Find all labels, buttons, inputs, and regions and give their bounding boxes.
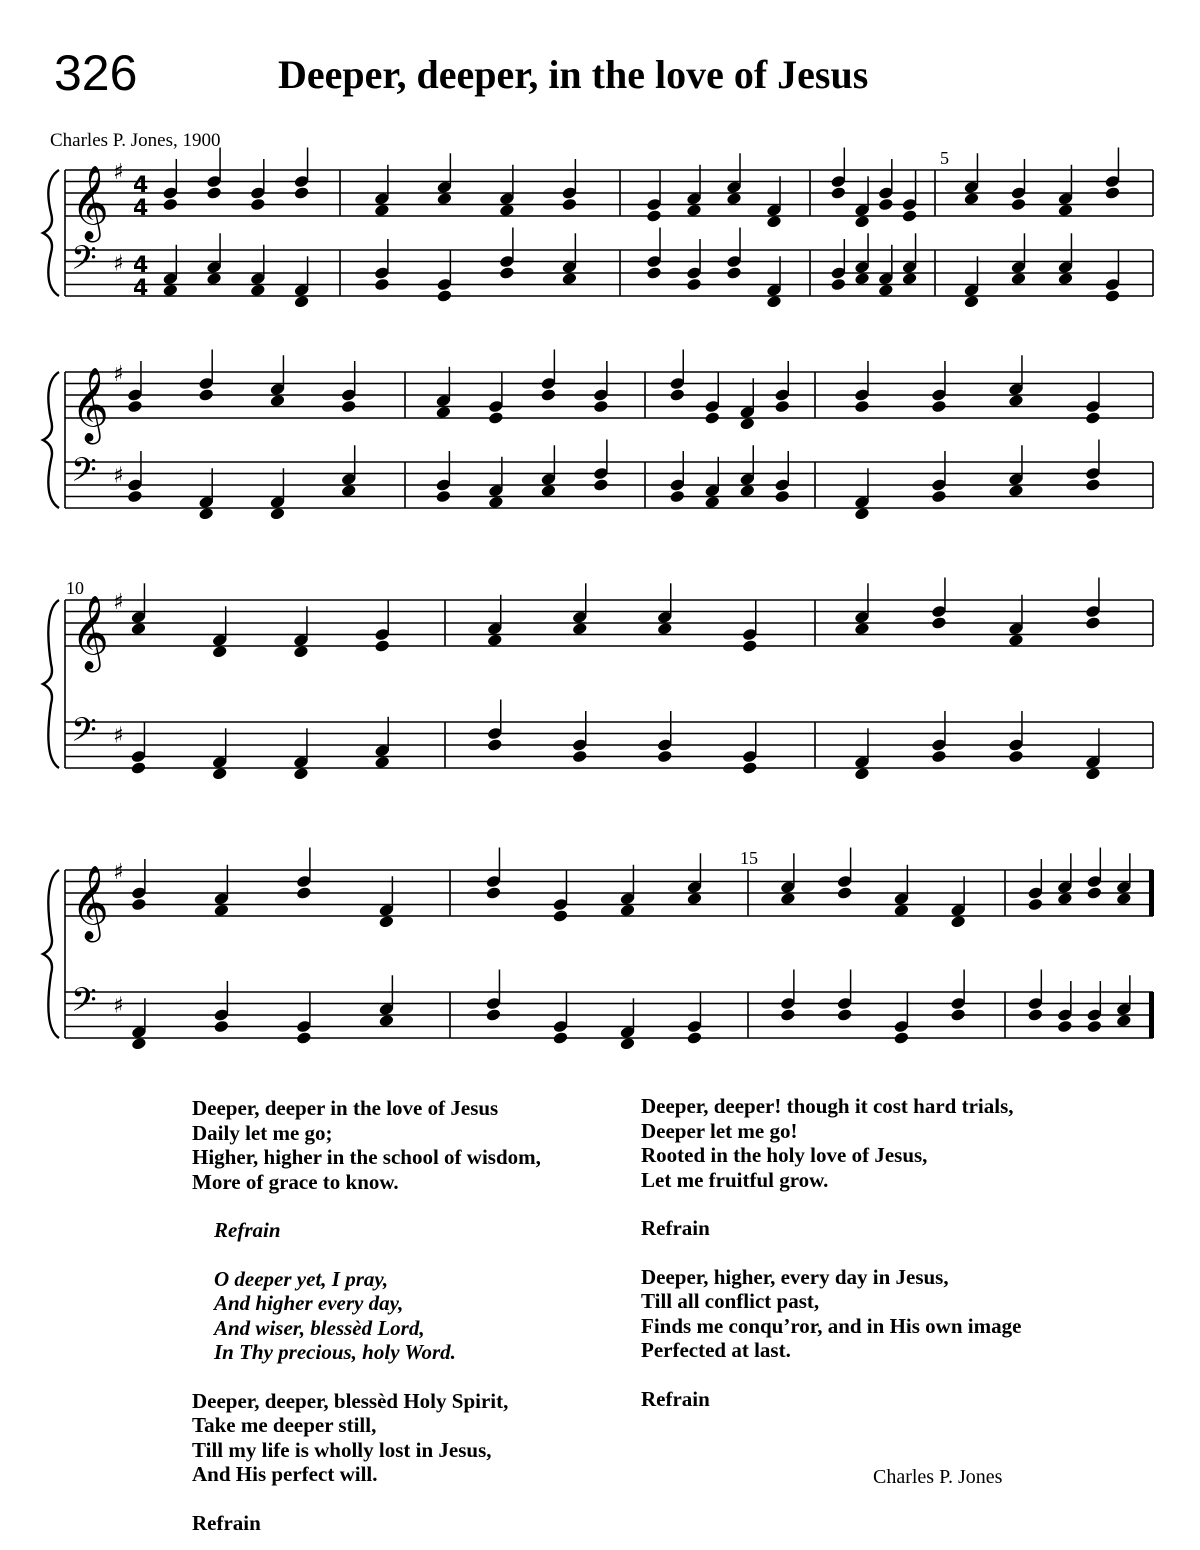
treble-note xyxy=(488,411,504,425)
treble-note xyxy=(619,903,635,917)
bass-note xyxy=(669,489,685,503)
treble-note xyxy=(774,399,790,413)
treble-note xyxy=(780,892,796,906)
sharp-icon: ♯ xyxy=(113,463,124,489)
sharp-icon: ♯ xyxy=(113,362,124,387)
bass-note xyxy=(1027,1008,1043,1022)
sharp-icon: ♯ xyxy=(113,590,124,615)
bass-note xyxy=(837,1008,853,1022)
bass-note xyxy=(296,1031,312,1045)
bass-note xyxy=(686,277,702,291)
treble-note xyxy=(130,622,146,636)
verse-2: Deeper, deeper, blessèd Holy Spirit, Take me deeper still, Till my life is wholly lost in Jesus, And His perfect will. xyxy=(192,1388,509,1486)
bass-note xyxy=(854,767,870,781)
treble-note xyxy=(950,915,966,929)
refrain-heading: Refrain xyxy=(214,1218,281,1242)
treble-note xyxy=(686,892,702,906)
treble-note xyxy=(901,209,917,223)
bass-note xyxy=(893,1031,909,1045)
treble-clef-icon: 𝄞 xyxy=(71,166,109,240)
bass-note xyxy=(1086,1019,1102,1033)
bass-note xyxy=(213,1019,229,1033)
bass-note xyxy=(854,507,870,521)
bass-note xyxy=(931,489,947,503)
sharp-icon: ♯ xyxy=(113,993,124,1019)
treble-clef-icon: 𝄞 xyxy=(71,368,109,442)
treble-clef-icon: 𝄞 xyxy=(71,866,109,940)
treble-note xyxy=(487,633,503,647)
treble-note xyxy=(378,915,394,929)
system-brace xyxy=(43,170,59,296)
treble-note xyxy=(552,909,568,923)
treble-note xyxy=(540,388,556,402)
bass-note xyxy=(485,1008,501,1022)
bass-note xyxy=(162,283,178,297)
bass-note xyxy=(499,266,515,280)
bass-note xyxy=(766,295,782,309)
treble-note xyxy=(931,616,947,630)
verse-3: Deeper, deeper! though it cost hard trials, Deeper let me go! Rooted in the holy love of Jesus, Let me fruitful grow. xyxy=(641,1094,1014,1192)
bass-note xyxy=(1085,478,1101,492)
verse-2-refrain-label: Refrain xyxy=(192,1510,261,1535)
bass-note xyxy=(293,767,309,781)
treble-note xyxy=(739,417,755,431)
verse-4-refrain-label: Refrain xyxy=(641,1386,710,1411)
bass-note xyxy=(127,489,143,503)
bass-note xyxy=(561,272,577,286)
bass-note xyxy=(726,266,742,280)
bass-note xyxy=(206,272,222,286)
bass-note xyxy=(1116,1014,1132,1028)
treble-note xyxy=(293,186,309,200)
bass-note xyxy=(950,1008,966,1022)
bass-note xyxy=(540,484,556,498)
bass-note xyxy=(572,749,588,763)
time-signature-top: 4 xyxy=(133,173,149,198)
treble-note xyxy=(435,405,451,419)
treble-note xyxy=(854,399,870,413)
bass-note xyxy=(657,749,673,763)
bass-note xyxy=(593,478,609,492)
treble-note xyxy=(1104,186,1120,200)
bass-note xyxy=(212,767,228,781)
bass-note xyxy=(1057,272,1073,286)
system-brace xyxy=(43,870,59,1038)
treble-note xyxy=(963,192,979,206)
treble-note xyxy=(250,197,266,211)
treble-note xyxy=(1086,886,1102,900)
bass-note xyxy=(619,1037,635,1051)
bass-note xyxy=(552,1031,568,1045)
bass-note xyxy=(686,1031,702,1045)
measure-number: 15 xyxy=(740,848,758,868)
treble-note xyxy=(436,192,452,206)
lyrics-right-column xyxy=(641,1094,1021,1411)
author-signature: Charles P. Jones xyxy=(873,1466,1003,1488)
treble-note xyxy=(341,399,357,413)
final-bar-line xyxy=(1149,992,1154,1038)
time-signature-top: 4 xyxy=(133,253,149,278)
treble-note xyxy=(742,639,758,653)
bass-note xyxy=(774,489,790,503)
bass-note xyxy=(742,761,758,775)
treble-note xyxy=(593,399,609,413)
time-signature-bottom: 4 xyxy=(133,196,149,221)
treble-note xyxy=(1057,203,1073,217)
treble-note xyxy=(766,215,782,229)
bass-note xyxy=(1008,749,1024,763)
final-bar-line xyxy=(1149,870,1154,916)
treble-note xyxy=(854,622,870,636)
treble-note xyxy=(837,886,853,900)
bass-note xyxy=(739,484,755,498)
treble-note xyxy=(296,886,312,900)
bass-note xyxy=(435,489,451,503)
bass-note xyxy=(487,738,503,752)
treble-note xyxy=(561,197,577,211)
treble-note xyxy=(572,622,588,636)
treble-note xyxy=(293,645,309,659)
bass-note xyxy=(1057,1019,1073,1033)
treble-note xyxy=(212,645,228,659)
score-text xyxy=(66,148,949,1027)
treble-note xyxy=(1085,616,1101,630)
treble-note xyxy=(704,411,720,425)
treble-note xyxy=(878,197,894,211)
bass-note xyxy=(1008,484,1024,498)
treble-note xyxy=(893,903,909,917)
bass-clef-icon: 𝄢 xyxy=(71,451,97,498)
staves xyxy=(43,170,1154,1038)
bass-note xyxy=(130,761,146,775)
treble-note xyxy=(374,639,390,653)
bass-note xyxy=(250,283,266,297)
treble-note xyxy=(213,903,229,917)
sharp-icon: ♯ xyxy=(113,723,124,749)
bass-clef-icon: 𝄢 xyxy=(71,711,97,758)
bass-note xyxy=(488,495,504,509)
sharp-icon: ♯ xyxy=(113,160,124,185)
treble-note xyxy=(1008,633,1024,647)
treble-note xyxy=(499,203,515,217)
verse-3-refrain-label: Refrain xyxy=(641,1216,710,1240)
measure-number: 5 xyxy=(940,148,949,168)
bass-note xyxy=(341,484,357,498)
treble-note xyxy=(127,399,143,413)
bass-note xyxy=(704,495,720,509)
system-brace xyxy=(43,372,59,508)
bass-clef-icon: 𝄢 xyxy=(71,981,97,1028)
treble-note xyxy=(1027,897,1043,911)
treble-note xyxy=(1010,197,1026,211)
treble-note xyxy=(198,388,214,402)
bass-note xyxy=(374,755,390,769)
treble-note xyxy=(669,388,685,402)
system-brace xyxy=(43,600,59,768)
measure-number: 10 xyxy=(66,578,84,598)
bass-note xyxy=(1085,767,1101,781)
bass-note xyxy=(293,295,309,309)
bass-note xyxy=(901,272,917,286)
treble-note xyxy=(931,399,947,413)
refrain-block xyxy=(192,1218,541,1365)
bass-note xyxy=(436,289,452,303)
treble-note xyxy=(206,186,222,200)
treble-note xyxy=(131,897,147,911)
verse-4: Deeper, higher, every day in Jesus, Till all conflict past, Finds me conqu’ror, and in His own image Perfected at last. xyxy=(641,1264,1022,1362)
bass-note xyxy=(198,507,214,521)
hymn-number: 326 xyxy=(54,45,138,101)
bass-note xyxy=(374,277,390,291)
treble-note xyxy=(657,622,673,636)
treble-note xyxy=(830,186,846,200)
bass-note xyxy=(931,749,947,763)
bass-note xyxy=(878,283,894,297)
bass-note xyxy=(646,266,662,280)
treble-note xyxy=(1057,892,1073,906)
treble-note xyxy=(485,886,501,900)
bass-note xyxy=(780,1008,796,1022)
bass-note xyxy=(1104,289,1120,303)
bass-clef-icon: 𝄢 xyxy=(71,239,97,286)
lyrics-left-column xyxy=(192,1096,541,1535)
refrain-text: O deeper yet, I pray, And higher every day, And wiser, blessèd Lord, In Thy precious, holy Word. xyxy=(214,1266,456,1364)
treble-note xyxy=(1008,394,1024,408)
bass-note xyxy=(378,1014,394,1028)
verse-1: Deeper, deeper in the love of Jesus Daily let me go; Higher, higher in the school of wisdom, More of grace to know. xyxy=(192,1096,541,1194)
sharp-icon: ♯ xyxy=(113,251,124,277)
sharp-icon: ♯ xyxy=(113,860,124,885)
bass-note xyxy=(131,1037,147,1051)
bass-note xyxy=(1010,272,1026,286)
treble-note xyxy=(1085,411,1101,425)
bass-note xyxy=(830,277,846,291)
treble-note xyxy=(646,209,662,223)
treble-note xyxy=(854,215,870,229)
treble-note xyxy=(374,203,390,217)
treble-note xyxy=(269,394,285,408)
time-signature-bottom: 4 xyxy=(133,276,149,301)
bass-note xyxy=(963,295,979,309)
hymn-title: Deeper, deeper, in the love of Jesus xyxy=(278,52,869,97)
treble-clef-icon: 𝄞 xyxy=(71,596,109,670)
treble-note xyxy=(162,197,178,211)
composer-credit: Charles P. Jones, 1900 xyxy=(50,130,221,151)
bass-note xyxy=(854,272,870,286)
treble-note xyxy=(1116,892,1132,906)
treble-note xyxy=(686,203,702,217)
bass-note xyxy=(269,507,285,521)
treble-note xyxy=(726,192,742,206)
